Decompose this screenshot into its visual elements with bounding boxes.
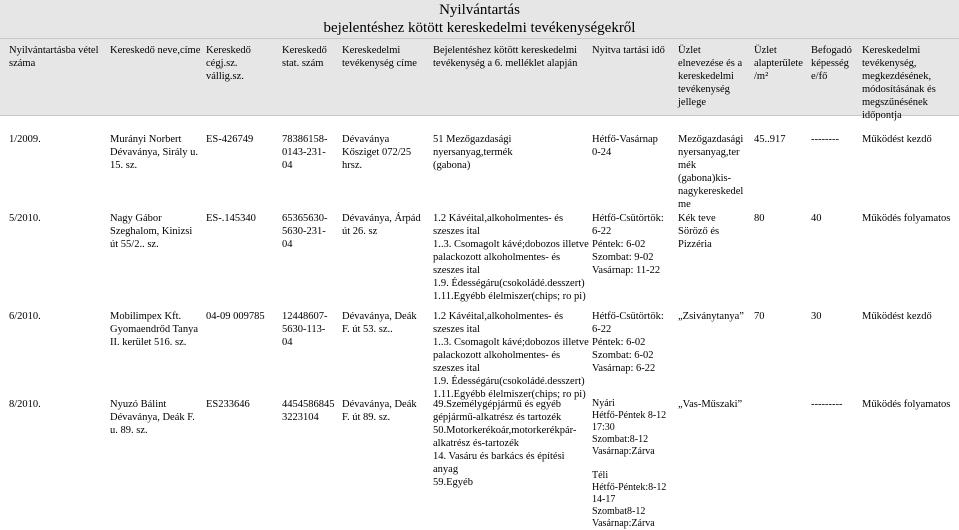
cell-addr: Dévaványa, Deák F. út 53. sz.. [342, 311, 417, 335]
cell-stat: 12448607- 5630-113- 04 [282, 311, 328, 348]
cell-name: Nyuzó Bálint Dévaványa, Deák F. u. 89. sz. [110, 399, 195, 436]
col-header-activity: Bejelentéshez kötött kereskedelmi tevékenység a 6. melléklet alapján [433, 45, 578, 69]
cell-status: Működés folyamatos [862, 399, 951, 410]
cell-reg: ES-426749 [206, 134, 254, 145]
cell-hours: Nyári Hétfő-Péntek 8-12 17:30 Szombat:8-12 Vasárnap:Zárva Téli Hétfő-Péntek:8-12 14-17 Szombat8-12 Vasárnap:Zárva [592, 398, 667, 529]
cell-shop: „Vas-Műszaki” [678, 399, 743, 410]
cell-shop: Mezőgazdasági nyersanyag,ter mék (gabona)kis- nagykereskedel me [678, 134, 744, 210]
cell-capacity: 30 [811, 311, 822, 322]
col-header-area: Üzlet alapterülete /m² [754, 45, 803, 82]
cell-reg: ES-.145340 [206, 213, 256, 224]
cell-shop: „Zsiványtanya” [678, 311, 744, 322]
col-header-addr: Kereskedelmi tevékenység címe [342, 45, 417, 69]
cell-name: Murányi Norbert Dévaványa, Sirály u. 15. sz. [110, 134, 199, 171]
document-title [0, 0, 959, 38]
cell-stat: 78386158- 0143-231- 04 [282, 134, 328, 171]
cell-capacity: -------- [811, 134, 839, 145]
col-header-name: Kereskedő neve,címe [110, 45, 201, 56]
table-header [0, 38, 959, 121]
cell-name: Mobilimpex Kft. Gyomaendrőd Tanya II. kerület 516. sz. [110, 311, 199, 348]
cell-id: 5/2010. [9, 213, 41, 224]
cell-capacity: --------- [811, 399, 843, 410]
col-header-shop: Üzlet elnevezése és a kereskedelmi tevékenység jellege [678, 45, 743, 108]
cell-stat: 65365630- 5630-231- 04 [282, 213, 328, 250]
cell-addr: Dévaványa Kősziget 072/25 hrsz. [342, 134, 412, 171]
cell-status: Működés folyamatos [862, 213, 951, 224]
cell-reg: 04-09 009785 [206, 311, 265, 322]
cell-capacity: 40 [811, 213, 822, 224]
cell-id: 8/2010. [9, 399, 41, 410]
cell-hours: Hétfő-Vasárnap 0-24 [592, 134, 658, 158]
cell-stat: 4454586845 3223104 [282, 399, 335, 423]
cell-activity: 49.Személygépjármű és egyéb gépjármű-alkatrész és tartozék 50.Motorkerékoár,motorkerékpár- alkatrész és-tartozék 14. Vasáru és barkács és építési anyag 59.Egyéb [433, 399, 577, 488]
cell-reg: ES233646 [206, 399, 250, 410]
cell-addr: Dévaványa, Deák F. út 89. sz. [342, 399, 417, 423]
cell-name: Nagy Gábor Szeghalom, Kinizsi út 55/2.. sz. [110, 213, 193, 250]
col-header-hours: Nyitva tartási idő [592, 45, 665, 56]
cell-area: 45..917 [754, 134, 786, 145]
cell-area: 80 [754, 213, 765, 224]
title-line-2: bejelentéshez kötött kereskedelmi tevékenységekről [323, 20, 636, 36]
cell-area: 70 [754, 311, 765, 322]
cell-activity: 1.2 Kávéital,alkoholmentes- és szeszes ital 1..3. Csomagolt kávé;dobozos illetve palackozott alkoholmentes- és szeszes ital 1.9. Édességáru(csokoládé.desszert) 1.11.Egyébb élelmiszer(chips; ro pi) [433, 213, 589, 302]
col-header-id: Nyilvántartásba vétel száma [9, 45, 99, 69]
cell-addr: Dévaványa, Árpád út 26. sz [342, 213, 421, 237]
title-line-1: Nyilvántartás [439, 2, 520, 18]
cell-shop: Kék teve Söröző és Pizzéria [678, 213, 720, 250]
cell-activity: 1.2 Kávéital,alkoholmentes- és szeszes ital 1..3. Csomagolt kávé;dobozos illetve palackozott alkoholmentes- és szeszes ital 1.9. Édességáru(csokoládé.desszert) 1.11.Egyébb élelmiszer(chips; ro pi) [433, 311, 589, 400]
cell-status: Működést kezdő [862, 134, 932, 145]
col-header-reg: Kereskedő cégj.sz. vállig.sz. [206, 45, 251, 82]
col-header-stat: Kereskedő stat. szám [282, 45, 327, 69]
cell-hours: Hétfő-Csütörtök: 6-22 Péntek: 6-02 Szombat: 9-02 Vasárnap: 11-22 [592, 213, 664, 276]
col-header-status: Kereskedelmi tevékenység, megkezdésének, módosításának és megszűnésének időpontja [862, 45, 936, 121]
cell-activity: 51 Mezőgazdasági nyersanyag,termék (gabona) [433, 134, 513, 171]
cell-id: 6/2010. [9, 311, 41, 322]
cell-id: 1/2009. [9, 134, 41, 145]
col-header-capacity: Befogadó képesség e/fő [811, 45, 852, 82]
cell-hours: Hétfő-Csütörtök: 6-22 Péntek: 6-02 Szombat: 6-02 Vasárnap: 6-22 [592, 311, 664, 374]
cell-status: Működést kezdő [862, 311, 932, 322]
